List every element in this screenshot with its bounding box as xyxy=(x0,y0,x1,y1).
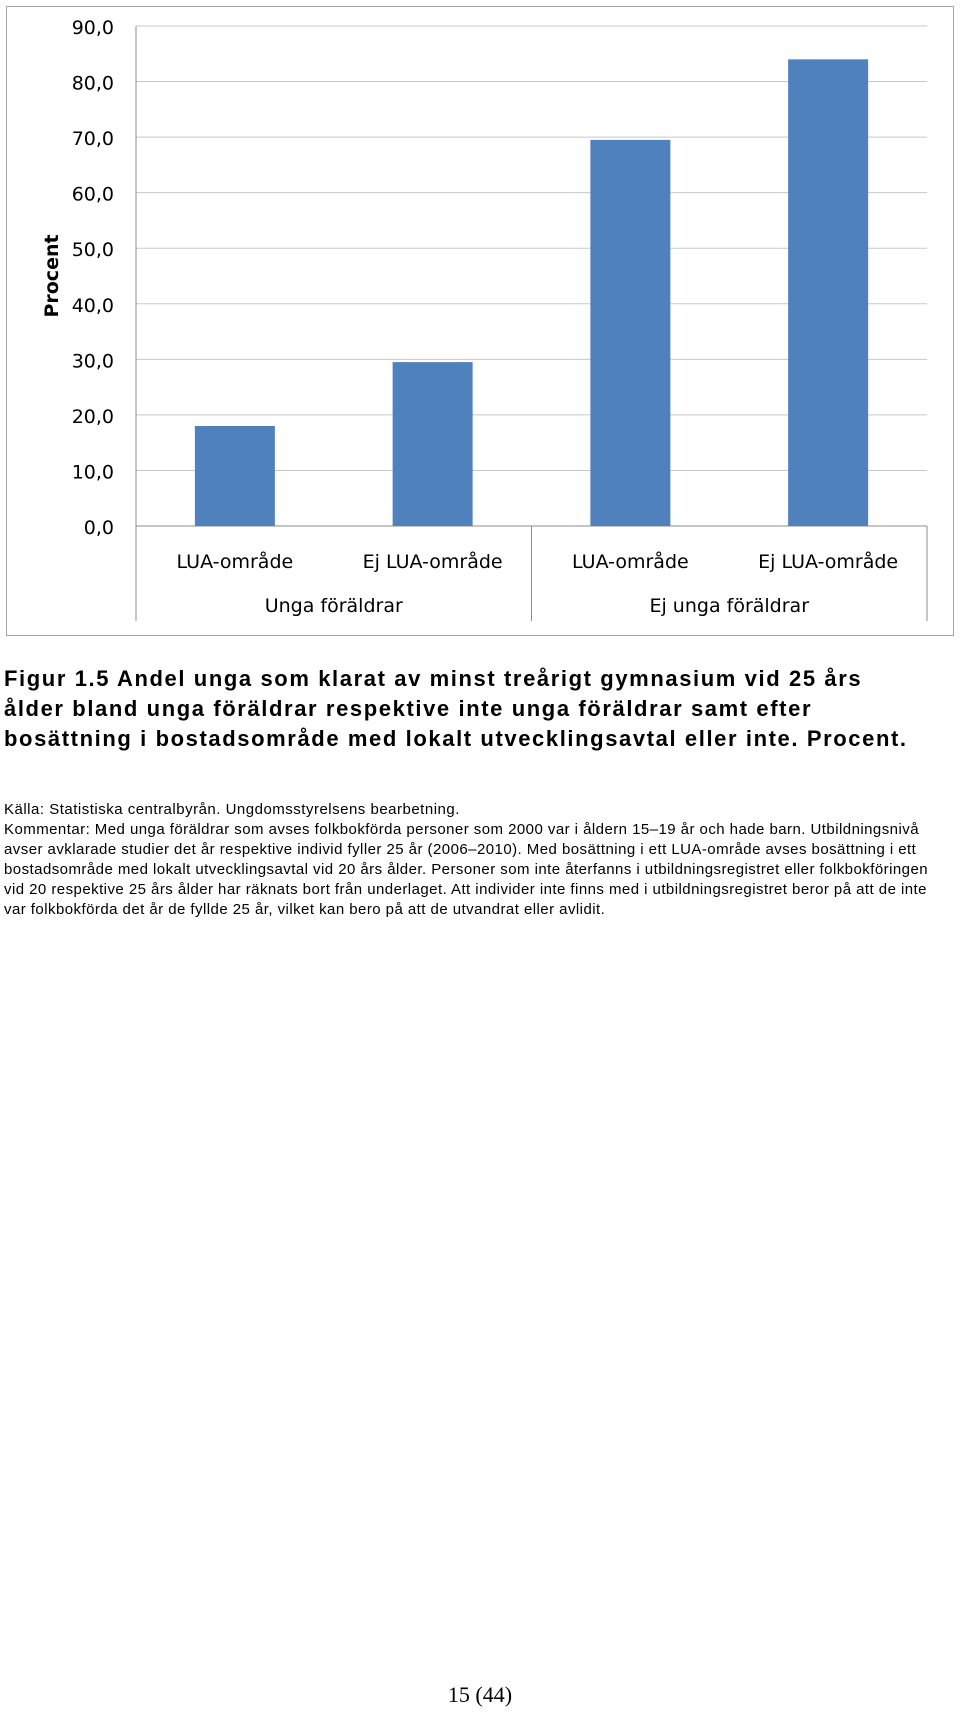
y-tick-label: 10,0 xyxy=(71,461,114,484)
y-tick-label: 60,0 xyxy=(71,183,114,206)
bar-chart xyxy=(6,6,954,636)
group-label: Unga föräldrar xyxy=(264,595,403,617)
bar xyxy=(590,140,670,526)
group-label: Ej unga föräldrar xyxy=(649,595,810,617)
figure-caption: Figur 1.5 Andel unga som klarat av minst treårigt gymnasium vid 25 års ålder bland unga föräldrar respektive inte unga föräldrar samt efter bosättning i bostadsområde med lokalt utvecklingsavtal eller inte. Procent. xyxy=(4,666,908,751)
y-axis-title: Procent xyxy=(41,234,63,318)
y-tick-label: 50,0 xyxy=(71,239,114,262)
category-label: Ej LUA-område xyxy=(758,551,899,573)
page-number: 15 (44) xyxy=(447,1682,513,1707)
y-tick-label: 40,0 xyxy=(71,294,114,317)
y-tick-label: 90,0 xyxy=(71,17,114,39)
chart xyxy=(6,6,954,636)
y-tick-label: 30,0 xyxy=(71,350,114,373)
y-tick-label: 20,0 xyxy=(71,405,114,428)
category-label: LUA-område xyxy=(572,551,689,573)
bar xyxy=(788,59,868,526)
y-tick-label: 80,0 xyxy=(71,72,114,95)
y-tick-label: 70,0 xyxy=(71,128,114,151)
category-label: LUA-område xyxy=(176,551,294,573)
bar xyxy=(195,426,275,526)
category-label: Ej LUA-område xyxy=(362,551,503,573)
y-tick-label: 0,0 xyxy=(83,517,114,539)
comment-note: Kommentar: Med unga föräldrar som avses folkbokförda personer som 2000 var i åldern 15–19 år och hade barn. Utbildningsnivå avser avklarade studier det år respektive individ fyller 25 år (2006–2010). Med bosättning i ett LUA-område avses bosättning i ett bostadsområde med lokalt utvecklingsavtal vid 20 års ålder. Personer som inte återfanns i utbildningsregistret eller folkbokföringen vid 20 respektive 25 års ålder har räknats bort från underlaget. Att individer inte finns med i utbildningsregistret beror på att de inte var folkbokförda det år de fyllde 25 år, vilket kan bero på att de utvandrat eller avlidit. xyxy=(4,821,929,918)
source-note: Källa: Statistiska centralbyrån. Ungdomsstyrelsens bearbetning. xyxy=(4,801,460,818)
bar xyxy=(393,362,473,526)
